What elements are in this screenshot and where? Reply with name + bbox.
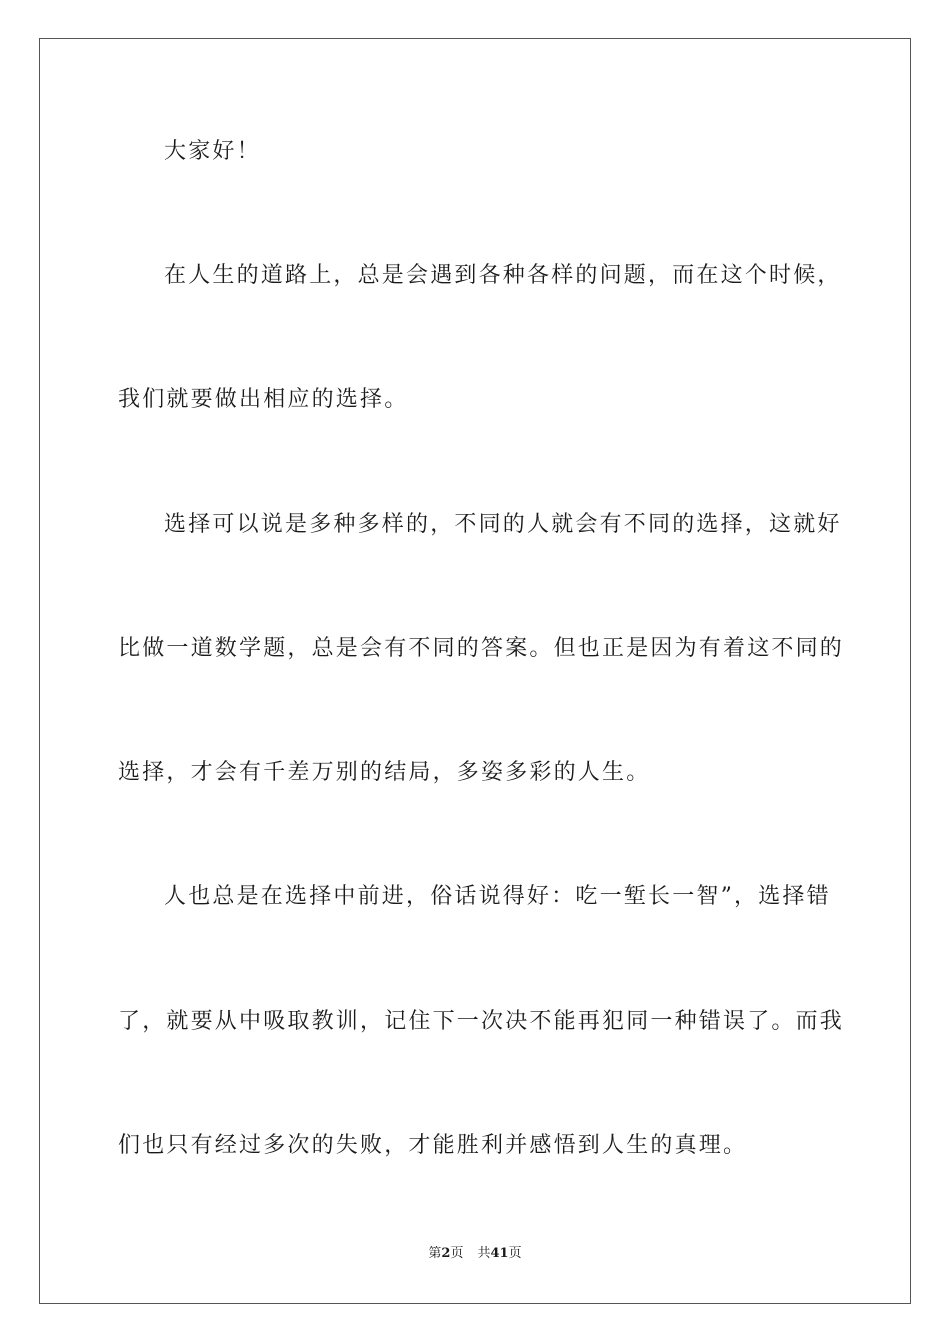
paragraph-line-greeting: 大家好！ [164,139,261,164]
paragraph-line: 了，就要从中吸取教训，记住下一次决不能再犯同一种错误了。而我 [118,1009,845,1034]
page-label-prefix: 第 [428,1246,442,1261]
total-pages-number: 41 [490,1246,509,1261]
paragraph-line: 选择可以说是多种多样的，不同的人就会有不同的选择，这就好 [164,512,842,537]
paragraph-line: 们也只有经过多次的失败，才能胜利并感悟到人生的真理。 [118,1133,748,1158]
paragraph-line: 人也总是在选择中前进，俗话说得好：吃一堑长一智”，选择错 [164,884,831,909]
paragraph-line: 在人生的道路上，总是会遇到各种各样的问题，而在这个时候， [164,263,842,288]
paragraph-line: 选择，才会有千差万别的结局，多姿多彩的人生。 [118,760,651,785]
page-label-suffix: 页 [450,1246,464,1261]
current-page-number: 2 [441,1246,451,1261]
paragraph-line: 比做一道数学题，总是会有不同的答案。但也正是因为有着这不同的 [118,636,845,661]
total-label-prefix: 共 [477,1246,491,1261]
total-label-suffix: 页 [508,1246,522,1261]
page-footer [0,1245,950,1263]
page-border [39,38,911,1304]
paragraph-line: 我们就要做出相应的选择。 [118,387,409,412]
